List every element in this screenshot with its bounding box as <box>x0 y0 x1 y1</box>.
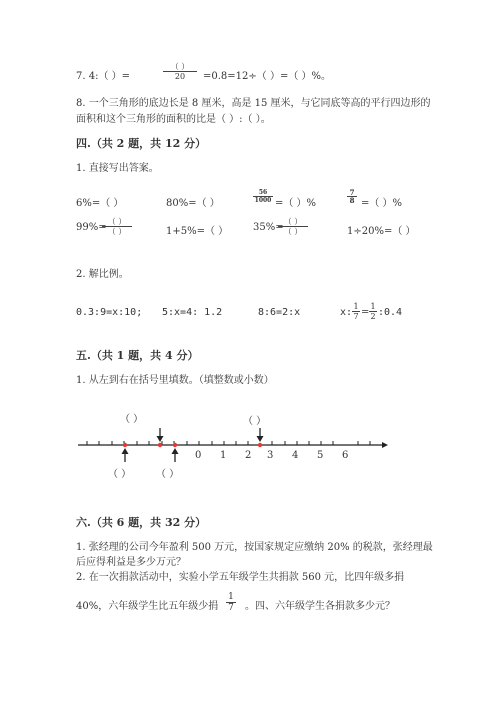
fraction-numerator[interactable]: （ ） <box>107 217 127 226</box>
calc-80-percent: 80%=（ ） <box>166 198 220 209</box>
fraction-numerator: 1 <box>228 592 234 602</box>
red-point-4 <box>258 443 262 447</box>
calc-1-div-20-percent: 1÷20%=（ ） <box>347 226 416 237</box>
fraction-denominator: 7 <box>353 312 359 321</box>
arrow-down-2-head <box>257 436 264 442</box>
calc-35-percent-fraction <box>278 217 308 236</box>
section6-q1-line2: 后应得利益是多少万元？ <box>76 557 186 568</box>
blank-bottom-left[interactable]: （ ） <box>108 469 132 480</box>
number-line-figure <box>70 405 390 485</box>
section6-q2-line1: 2. 在一次捐款活动中，实验小学五年级学生共捐款 560 元，比四年级多捐 <box>76 572 405 583</box>
red-point-1 <box>123 443 127 447</box>
q7-fraction-denominator: 20 <box>163 71 197 81</box>
calc-99-percent-left: 99%= <box>76 222 107 233</box>
section6-title: 六.（共 6 题，共 32 分） <box>76 516 207 529</box>
fraction-denominator: 7 <box>226 602 236 613</box>
blank-bottom-right[interactable]: （ ） <box>156 469 180 480</box>
proportion-b: 5:x=4: 1.2 <box>162 307 223 318</box>
blank-top-right[interactable]: （ ） <box>243 416 267 427</box>
tick-label-1: 1 <box>220 450 227 461</box>
fraction-denominator: 8 <box>347 196 357 204</box>
calc-99-percent-fraction <box>102 217 132 236</box>
tick-label-2: 2 <box>245 450 252 461</box>
section6-q2-fraction <box>226 592 236 613</box>
calc-7-8-answer: =（ ）% <box>361 198 403 209</box>
calc-56-1000-answer: =（ ）% <box>275 198 317 209</box>
section6-q2-line2-a: 40%，六年级学生比五年级少捐 <box>76 601 219 612</box>
section4-q2-title: 2. 解比例。 <box>76 269 129 280</box>
calc-1-plus-5-percent: 1+5%=（ ） <box>166 226 229 237</box>
fraction-numerator: 7 <box>349 188 355 197</box>
fraction-denominator: 1000 <box>254 197 272 204</box>
number-line-arrowhead <box>382 442 388 448</box>
q7-part2: =0.8=12÷（ ）=（ ）%。 <box>203 71 332 82</box>
tick-label-0: 0 <box>195 450 202 461</box>
calc-6-percent: 6%=（ ） <box>76 198 124 209</box>
fraction-denominator[interactable]: （ ） <box>102 226 132 236</box>
fraction-numerator: 1 <box>353 302 359 311</box>
q7-part1: 7. 4:（ ）= <box>76 71 131 82</box>
proportion-d-right: :0.4 <box>378 307 403 318</box>
minor-ticks <box>87 441 370 445</box>
fraction-denominator: 2 <box>370 312 376 321</box>
section6-q1-line1: 1. 张经理的公司今年盈利 500 万元，按国家规定应缴纳 20% 的税款，张经理最 <box>76 542 433 553</box>
arrow-up-2-head <box>172 448 179 454</box>
q8-line2: 面积和这个三角形的面积的比是（ ）:（ ）。 <box>76 114 271 125</box>
fraction-denominator[interactable]: （ ） <box>278 226 308 236</box>
proportion-d-fraction-1 <box>352 302 360 321</box>
q7-fraction-numerator[interactable]: （ ） <box>170 62 190 71</box>
section5-title: 五.（共 1 题，共 4 分） <box>76 349 199 362</box>
q8-line1: 8. 一个三角形的底边长是 8 厘米，高是 15 厘米，与它同底等高的平行四边形的 <box>76 98 431 109</box>
section6-q2-line2-b: 。四、六年级学生各捐款多少元？ <box>245 601 395 612</box>
calc-56-1000-fraction <box>253 189 273 204</box>
section5-q1: 1. 从左到右在括号里填数。（填整数或小数） <box>76 375 274 386</box>
arrow-up-1-head <box>122 448 129 454</box>
tick-label-4: 4 <box>292 450 299 461</box>
tick-label-5: 5 <box>317 450 324 461</box>
tick-label-3: 3 <box>267 450 274 461</box>
red-point-3 <box>173 443 177 447</box>
proportion-d-left: x: <box>340 307 353 318</box>
fraction-numerator: 1 <box>370 302 376 311</box>
proportion-c: 8:6=2:x <box>258 307 301 318</box>
fraction-numerator: 56 <box>258 189 268 196</box>
red-point-2 <box>158 443 162 447</box>
blank-top-left[interactable]: （ ） <box>120 414 144 425</box>
proportion-d-equals: = <box>361 307 370 318</box>
q7-fraction <box>163 62 197 81</box>
section4-title: 四.（共 2 题，共 12 分） <box>76 137 207 150</box>
proportion-a: 0.3:9=x:10; <box>76 307 143 318</box>
calc-35-percent-left: 35%= <box>253 222 284 233</box>
fraction-numerator[interactable]: （ ） <box>283 217 303 226</box>
calc-7-8-fraction <box>347 189 357 204</box>
section4-q1-title: 1. 直接写出答案。 <box>76 163 159 174</box>
proportion-d-fraction-2 <box>369 302 377 321</box>
tick-label-6: 6 <box>342 450 349 461</box>
